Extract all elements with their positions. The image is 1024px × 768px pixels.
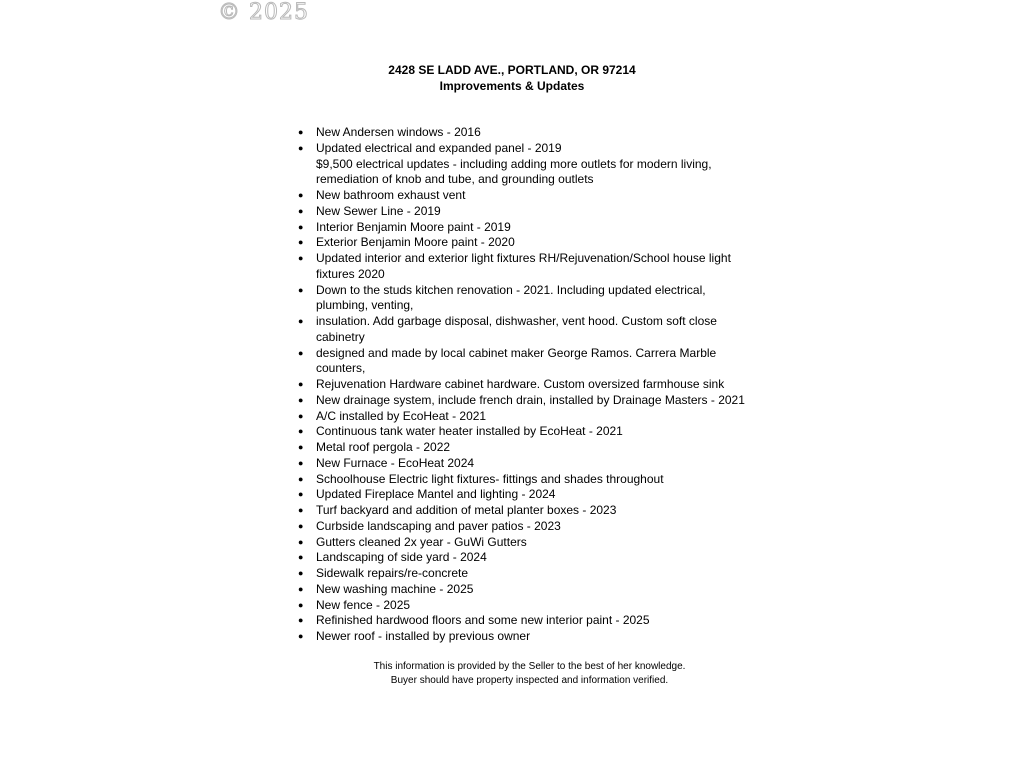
list-item-text: Interior Benjamin Moore paint - 2019 (316, 219, 511, 234)
list-item (296, 613, 746, 629)
list-item (296, 519, 746, 535)
list-item (296, 550, 746, 566)
list-item (296, 346, 746, 378)
list-item (296, 566, 746, 582)
disclaimer-line-1: This information is provided by the Seller to the best of her knowledge. (373, 661, 686, 672)
list-item (296, 440, 746, 456)
list-item (296, 204, 746, 220)
list-item-text: Down to the studs kitchen renovation - 2021. Including updated electrical, plumbing, venting, (316, 282, 706, 313)
list-item (296, 393, 746, 409)
list-item-text: Curbside landscaping and paver patios - 2023 (316, 518, 561, 533)
list-item (296, 314, 746, 346)
list-item (296, 251, 746, 283)
list-item-text: New washing machine - 2025 (316, 581, 474, 596)
list-item (296, 188, 746, 204)
list-item (296, 629, 746, 645)
list-item-text: Updated electrical and expanded panel - 2019 (316, 140, 562, 155)
list-item-text: New bathroom exhaust vent (316, 188, 466, 202)
list-item-text: Schoolhouse Electric light fixtures- fittings and shades throughout (316, 471, 664, 486)
list-item (296, 283, 746, 315)
list-item-text: Exterior Benjamin Moore paint - 2020 (316, 235, 515, 250)
list-item (296, 456, 746, 472)
copyright-watermark: © 2025 (218, 0, 309, 25)
list-item (296, 220, 746, 236)
list-item (296, 582, 746, 598)
list-item-text: New Furnace - EcoHeat 2024 (316, 455, 475, 470)
list-item-text: New drainage system, include french drain, installed by Drainage Masters - 2021 (316, 392, 745, 407)
list-item-text: Turf backyard and addition of metal planter boxes - 2023 (316, 503, 617, 517)
list-item (296, 598, 746, 614)
list-item-text: Refinished hardwood floors and some new interior paint - 2025 (316, 613, 650, 628)
list-item-text: Landscaping of side yard - 2024 (316, 550, 487, 565)
list-item-text: Metal roof pergola - 2022 (316, 440, 451, 454)
list-item-text: New fence - 2025 (316, 597, 411, 612)
property-address: 2428 SE LADD AVE., PORTLAND, OR 97214 (388, 63, 636, 77)
list-item (296, 535, 746, 551)
list-item (296, 472, 746, 488)
improvements-list (296, 125, 746, 645)
list-item-text: insulation. Add garbage disposal, dishwasher, vent hood. Custom soft close cabinetry (316, 314, 717, 344)
list-item (296, 503, 746, 519)
list-item-text: New Andersen windows - 2016 (316, 125, 481, 139)
document-title: Improvements & Updates (439, 78, 585, 93)
list-item-text: designed and made by local cabinet maker George Ramos. Carrera Marble counters, (316, 345, 717, 376)
list-item (296, 235, 746, 251)
list-item-text: Continuous tank water heater installed by EcoHeat - 2021 (316, 424, 623, 439)
list-item-text: Sidewalk repairs/re-concrete (316, 566, 469, 580)
list-item-text: Updated interior and exterior light fixtures RH/Rejuvenation/School house light fixtures 2020 (316, 251, 731, 281)
list-item (296, 487, 746, 503)
list-item-text: New Sewer Line - 2019 (316, 203, 441, 218)
list-item (296, 125, 746, 141)
disclaimer-line-2: Buyer should have property inspected and information verified. (390, 674, 669, 686)
disclaimer (0, 660, 1024, 687)
list-item (296, 377, 746, 393)
list-item (296, 141, 746, 188)
list-item-detail: $9,500 electrical updates - including adding more outlets for modern living, remediation of knob and tube, and grounding outlets (316, 156, 712, 187)
list-item (296, 409, 746, 425)
list-item-text: Updated Fireplace Mantel and lighting - 2024 (316, 487, 556, 502)
list-item-text: Newer roof - installed by previous owner (316, 629, 531, 643)
list-item-text: Gutters cleaned 2x year - GuWi Gutters (316, 534, 527, 549)
list-item-text: Rejuvenation Hardware cabinet hardware. Custom oversized farmhouse sink (316, 377, 725, 391)
list-item (296, 424, 746, 440)
list-item-text: A/C installed by EcoHeat - 2021 (316, 408, 487, 423)
document-header (0, 63, 1024, 94)
